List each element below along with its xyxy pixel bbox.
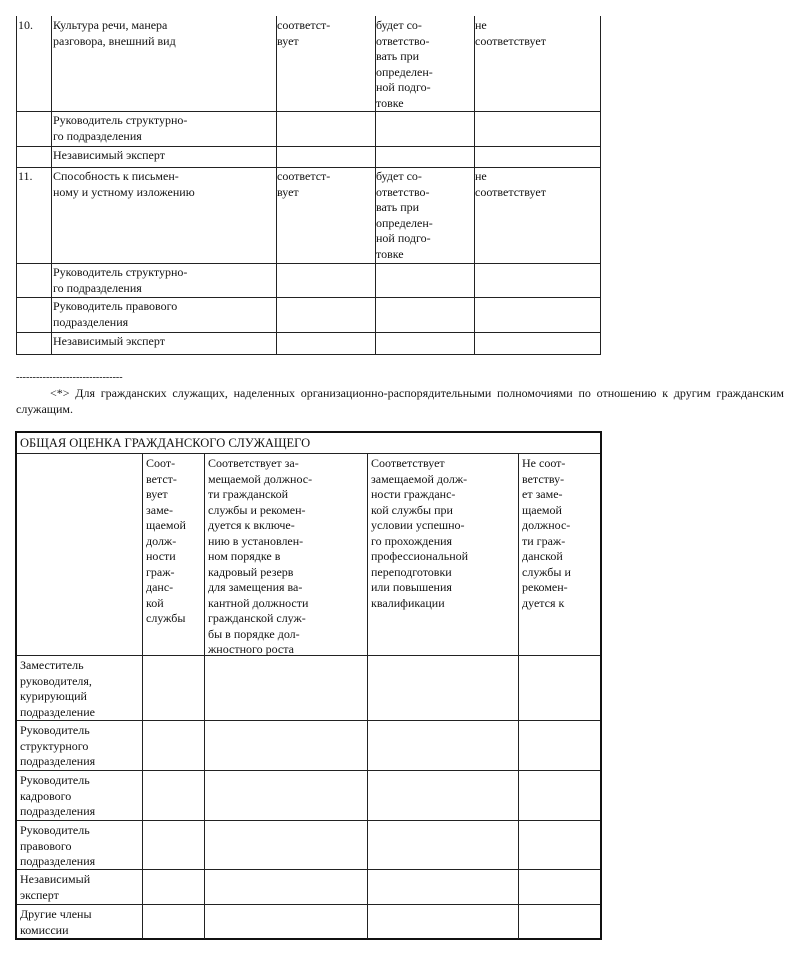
table2-col-line: [204, 453, 205, 939]
assessment-option-header: Соответствует замещаемой долж- ности гражданс- кой службы при условии успешно- го прохождения профессиональной переподготовки или повышения квалификации: [371, 456, 469, 610]
table2-row-line: [15, 770, 602, 771]
assessment-option-header: Не соот- ветству- ет заме- щаемой должнос- ти граж- данской службы и рекомен- дуется к: [522, 456, 571, 610]
rating-option: будет со- ответство- вать при определен- ной подго- товке: [376, 169, 433, 261]
evaluator-label: Руководитель структурного подразделения: [20, 723, 96, 768]
table1-row-line: [16, 111, 601, 112]
table2-border-bottom: [15, 938, 602, 940]
table1-row-line: [16, 297, 601, 298]
rating-option: не соответствует: [475, 18, 546, 48]
table2-title: ОБЩАЯ ОЦЕНКА ГРАЖДАНСКОГО СЛУЖАЩЕГО: [20, 436, 311, 450]
table2-col-line: [518, 453, 519, 939]
table1-border-bottom: [16, 354, 601, 355]
footnote-text: <*> Для гражданских служащих, наделенных организационно-распорядительными полномочиями по отношению к другим гражданским служащим.: [16, 386, 784, 416]
evaluator-label: Другие члены комиссии: [20, 907, 92, 937]
criterion-text: Способность к письмен- ному и устному изложению: [53, 169, 195, 199]
rating-option: соответст- вует: [277, 18, 331, 48]
table1-border-right: [600, 16, 601, 355]
table2-col-line: [367, 453, 368, 939]
rating-option: не соответствует: [475, 169, 546, 199]
footnote-separator: --------------------------------: [16, 372, 123, 383]
rating-option: будет со- ответство- вать при определен- ной подго- товке: [376, 18, 433, 110]
evaluator-label: Руководитель структурно- го подразделения: [53, 265, 188, 295]
table2-border-right: [600, 431, 602, 940]
evaluator-label: Независимый эксперт: [53, 334, 165, 348]
rating-option: соответст- вует: [277, 169, 331, 199]
evaluator-label: Руководитель правового подразделения: [20, 823, 96, 868]
evaluator-label: Руководитель кадрового подразделения: [20, 773, 96, 818]
row-number: 11.: [18, 169, 33, 183]
row-number: 10.: [18, 18, 33, 32]
table2-border-top: [15, 431, 602, 433]
table2-col-line: [142, 453, 143, 939]
table2-row-line: [15, 720, 602, 721]
evaluator-label: Руководитель правового подразделения: [53, 299, 178, 329]
assessment-option-header: Соответствует за- мещаемой должнос- ти гражданской службы и рекомен- дуется к включе- нию в установлен- ном порядке в кадровый резерв для замещения ва- кантной должности гражданской служ- бы в порядке дол- жностного роста: [208, 456, 313, 656]
table1-row-line: [16, 332, 601, 333]
criterion-text: Культура речи, манера разговора, внешний вид: [53, 18, 176, 48]
table2-row-line: [15, 904, 602, 905]
table1-row-line: [16, 167, 601, 168]
table1-divider: [51, 16, 52, 355]
table2-border-left: [15, 431, 17, 940]
evaluator-label: Заместитель руководителя, курирующий подразделение: [20, 658, 95, 719]
evaluator-label: Независимый эксперт: [53, 148, 165, 162]
table2-title-line: [15, 453, 602, 454]
assessment-option-header: Соот- ветст- вует заме- щаемой долж- ности граж- данс- кой службы: [146, 456, 186, 625]
evaluator-label: Независимый эксперт: [20, 872, 91, 902]
table1-border-left: [16, 16, 17, 355]
evaluator-label: Руководитель структурно- го подразделения: [53, 113, 188, 143]
table2-row-line: [15, 820, 602, 821]
table1-row-line: [16, 146, 601, 147]
table1-row-line: [16, 263, 601, 264]
